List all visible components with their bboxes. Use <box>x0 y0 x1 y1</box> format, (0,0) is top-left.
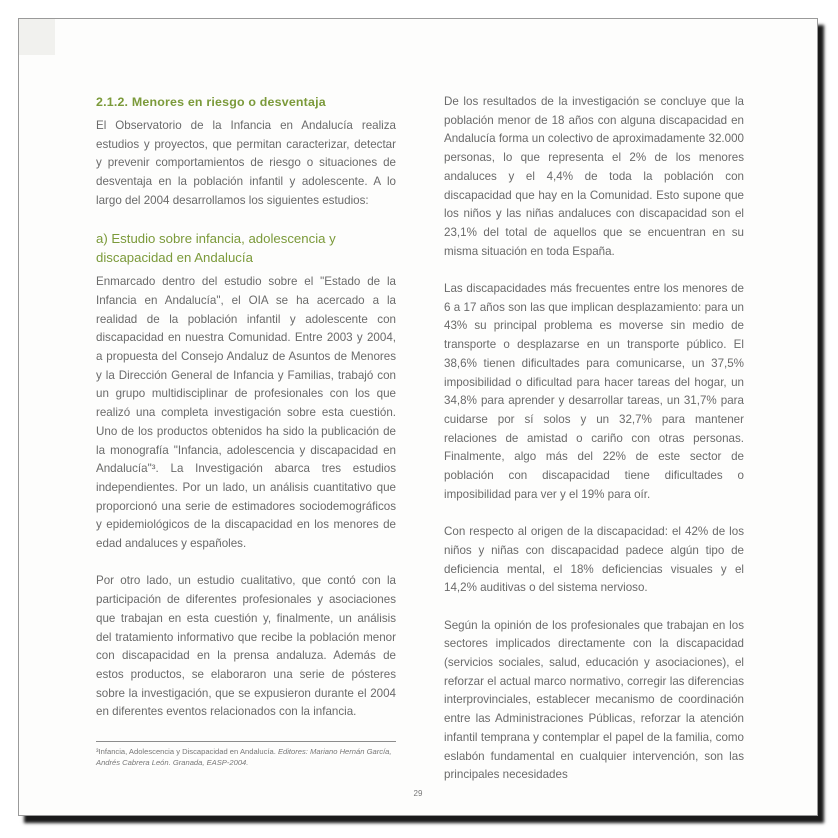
subsection-heading: a) Estudio sobre infancia, adolescencia y discapacidad en Andalucía <box>96 231 336 266</box>
section-heading: 2.1.2. Menores en riesgo o desventaja <box>96 95 326 109</box>
body-paragraph: Por otro lado, un estudio cualitativo, que contó con la participación de diferentes profesionales y asociaciones que trabajan en esta cuestión y, finalmente, un análisis del tratamiento informativo que recibe la población menor con discapacidad en la prensa andaluza. Además de estos productos, se elaboraron una serie de pósteres sobre la investigación, que se expusieron durante el 2004 en diferentes eventos relacionados con la infancia. <box>96 574 396 719</box>
corner-mark <box>19 19 55 55</box>
footnote-citation: ³Infancia, Adolescencia y Discapacidad en Andalucía. <box>96 747 278 756</box>
intro-paragraph: El Observatorio de la Infancia en Andalucía realiza estudios y proyectos, que permitan caracterizar, detectar y prevenir comportamientos de riesgo o situaciones de desventaja en la población infantil y adolescente. A lo largo del 2004 desarrollamos los siguientes estudios: <box>96 119 396 207</box>
body-paragraph: De los resultados de la investigación se concluye que la población menor de 18 años con alguna discapacidad en Andalucía forma un colectivo de aproximadamente 32.000 personas, lo que representa el 2% de los menores andaluces y el 4,4% de toda la población con discapacidad que hay en la Comunidad. Esto supone que los niños y las niñas andaluces con discapacidad son el 23,1% del total de aquellos que se encuentran en su misma situación en toda España. <box>444 95 744 258</box>
document-page <box>18 18 818 816</box>
left-column <box>96 93 396 741</box>
footnote-editors: Editores: Mariano Hernán García, Andrés Cabrera León. Granada, EASP-2004. <box>96 747 392 767</box>
page-number: 29 <box>413 789 423 798</box>
footnote-divider <box>96 741 396 742</box>
body-paragraph: Con respecto al origen de la discapacidad: el 42% de los niños y niñas con discapacidad padece algún tipo de deficiencia mental, el 18% deficiencias visuales y el 14,2% auditivas o del sistema nervioso. <box>444 525 744 595</box>
body-paragraph: Enmarcado dentro del estudio sobre el "Estado de la Infancia en Andalucía", el OIA se ha acercado a la realidad de la población infantil y adolescente con discapacidad en nuestra Comunidad. Entre 2003 y 2004, a propuesta del Consejo Andaluz de Asuntos de Menores y la Dirección General de Infancia y Familias, trabajó con un grupo multidisciplinar de profesionales con los que realizó una completa investigación sobre esta cuestión. Uno de los productos obtenidos ha sido la publicación de la monografía "Infancia, adolescencia y discapacidad en Andalucía"³. La Investigación abarca tres estudios independientes. Por un lado, un análisis cuantitativo que proporcionó una serie de estimadores sociodemográficos y epidemiológicos de la discapacidad en los menores de edad andaluces y españoles. <box>96 275 396 551</box>
footnote <box>96 747 396 768</box>
body-paragraph: Las discapacidades más frecuentes entre los menores de 6 a 17 años son las que implican desplazamiento: para un 43% su principal problema es moverse sin medio de transporte o desplazarse en un transporte público. El 38,6% tienen dificultades para comunicarse, un 37,5% imposibilidad o dificultad para hacer tareas del hogar, un 34,8% para aprender y desarrollar tareas, un 31,7% para cuidarse por sí solos y un 32,7% para mantener relaciones de amistad o cariño con otras personas. Finalmente, algo más del 22% de este sector de población con discapacidad tiene dificultades o imposibilidad para ver y el 19% para oír. <box>444 282 744 501</box>
right-column <box>444 93 744 804</box>
body-paragraph: Según la opinión de los profesionales que trabajan en los sectores implicados directamente con la discapacidad (servicios sociales, salud, educación y asociaciones), el reforzar el actual marco normativo, corregir las diferencias interprovinciales, establecer mecanismo de coordinación entre las Administraciones Públicas, reforzar la atención infantil temprana y contemplar el papel de la familia, como eslabón fundamental en cualquier intervención, son las principales necesidades <box>444 618 744 782</box>
